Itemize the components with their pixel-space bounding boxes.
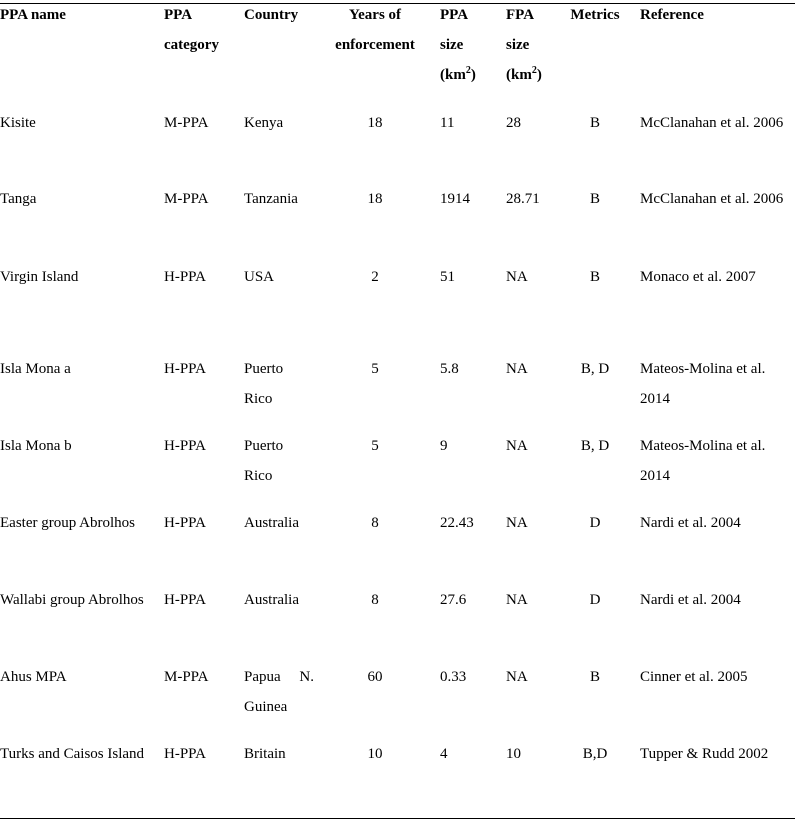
table-row-tanga-ppa-size: 1914	[440, 191, 470, 207]
table-row-ahus-mpa-ppa-size: 0.33	[440, 669, 467, 685]
table-row-turks-caisos-category: H-PPA	[164, 746, 206, 762]
header-ppa-size: PPA size $(km^2)$	[440, 7, 476, 83]
table-row-isla-mona-b-reference: Mateos-Molina et al. 2014	[640, 438, 766, 484]
table-row-kisite-metrics: B	[589, 115, 600, 131]
table-row-turks-caisos-ppa-size: 4	[440, 746, 448, 762]
table-row-isla-mona-a-metrics: B, D	[580, 361, 610, 377]
table-row-isla-mona-b-country: Puerto Rico	[244, 438, 284, 484]
table-row-isla-mona-b-category: H-PPA	[164, 438, 206, 454]
table-row-isla-mona-a-category: H-PPA	[164, 361, 206, 377]
table-row-tanga-reference: McClanahan et al. 2006	[640, 191, 784, 207]
header-country: Country	[244, 7, 299, 23]
table-row-isla-mona-a-ppa-size: 5.8	[440, 361, 459, 377]
table-row-kisite-category: M-PPA	[164, 115, 209, 131]
table-row-tanga-name: Tanga	[0, 191, 37, 207]
header-ppa-name: PPA name	[0, 7, 66, 23]
table-row-ahus-mpa-years: 60	[367, 669, 383, 685]
table-row-wallabi-group-category: H-PPA	[164, 592, 206, 608]
table-row-wallabi-group-ppa-size: 27.6	[440, 592, 467, 608]
table-row-virgin-island-ppa-size: 51	[440, 269, 455, 285]
table-row-isla-mona-a-name: Isla Mona a	[0, 361, 71, 377]
table-row-virgin-island-name: Virgin Island	[0, 269, 79, 285]
table-row-tanga-category: M-PPA	[164, 191, 209, 207]
table-row-kisite-years: 18	[367, 115, 383, 131]
table-row-ahus-mpa-metrics: B	[589, 669, 600, 685]
table-row-easter-group-years: 8	[371, 515, 379, 531]
table-row-tanga-metrics: B	[589, 191, 600, 207]
table-row-virgin-island-fpa-size: NA	[506, 269, 528, 285]
table-row-easter-group-reference: Nardi et al. 2004	[640, 515, 741, 531]
table-row-wallabi-group-country: Australia	[244, 592, 299, 608]
table-row-kisite-ppa-size: 11	[440, 115, 455, 131]
table-row-isla-mona-b-name: Isla Mona b	[0, 438, 72, 454]
table-row-isla-mona-b-ppa-size: 9	[440, 438, 448, 454]
table-row-easter-group-fpa-size: NA	[506, 515, 528, 531]
table-row-virgin-island-metrics: B	[589, 269, 600, 285]
table-row-isla-mona-b-fpa-size: NA	[506, 438, 528, 454]
table-row-turks-caisos-years: 10	[367, 746, 383, 762]
table-row-turks-caisos-reference: Tupper & Rudd 2002	[640, 746, 769, 762]
table-row-easter-group-country: Australia	[244, 515, 299, 531]
table-row-ahus-mpa-country: Papua N. Guinea	[244, 669, 314, 715]
header-reference: Reference	[640, 7, 704, 23]
table-row-wallabi-group-name: Wallabi group Abrolhos	[0, 592, 144, 608]
table-row-ahus-mpa-fpa-size: NA	[506, 669, 528, 685]
table-row-isla-mona-a-fpa-size: NA	[506, 361, 528, 377]
table-row-turks-caisos-name: Turks and Caisos Island	[0, 746, 145, 762]
table-row-isla-mona-b-metrics: B, D	[580, 438, 610, 454]
table-row-easter-group-ppa-size: 22.43	[440, 515, 474, 531]
table-row-kisite-country: Kenya	[244, 115, 284, 131]
table-row-turks-caisos-fpa-size: 10	[506, 746, 521, 762]
table-row-kisite-name: Kisite	[0, 115, 36, 131]
table-row-turks-caisos-metrics: B,D	[582, 746, 608, 762]
table-row-wallabi-group-years: 8	[371, 592, 379, 608]
table-row-wallabi-group-reference: Nardi et al. 2004	[640, 592, 741, 608]
table-row-easter-group-name: Easter group Abrolhos	[0, 515, 135, 531]
table-bottom-rule	[0, 818, 795, 819]
table-row-wallabi-group-fpa-size: NA	[506, 592, 528, 608]
table-row-isla-mona-a-reference: Mateos-Molina et al. 2014	[640, 361, 766, 407]
table-row-easter-group-metrics: D	[589, 515, 601, 531]
table-row-tanga-country: Tanzania	[244, 191, 298, 207]
table-row-isla-mona-b-years: 5	[371, 438, 379, 454]
table-row-turks-caisos-country: Britain	[244, 746, 286, 762]
table-row-easter-group-category: H-PPA	[164, 515, 206, 531]
header-ppa-category: PPA category	[164, 7, 219, 53]
table-row-ahus-mpa-reference: Cinner et al. 2005	[640, 669, 748, 685]
table-row-kisite-fpa-size: 28	[506, 115, 521, 131]
table-row-ahus-mpa-category: M-PPA	[164, 669, 209, 685]
header-years-of-enforcement: Years of enforcement	[335, 7, 415, 53]
table-row-tanga-years: 18	[367, 191, 383, 207]
table-row-ahus-mpa-name: Ahus MPA	[0, 669, 67, 685]
table-row-virgin-island-reference: Monaco et al. 2007	[640, 269, 756, 285]
table-row-virgin-island-country: USA	[244, 269, 275, 285]
table-row-virgin-island-category: H-PPA	[164, 269, 206, 285]
table-row-isla-mona-a-years: 5	[371, 361, 379, 377]
table-row-wallabi-group-metrics: D	[589, 592, 601, 608]
header-metrics: Metrics	[570, 7, 620, 23]
table-row-virgin-island-years: 2	[371, 269, 379, 285]
table-row-isla-mona-a-country: Puerto Rico	[244, 361, 284, 407]
table-row-kisite-reference: McClanahan et al. 2006	[640, 115, 784, 131]
header-fpa-size: FPA size $(km^2)$	[506, 7, 542, 83]
table-row-tanga-fpa-size: 28.71	[506, 191, 540, 207]
